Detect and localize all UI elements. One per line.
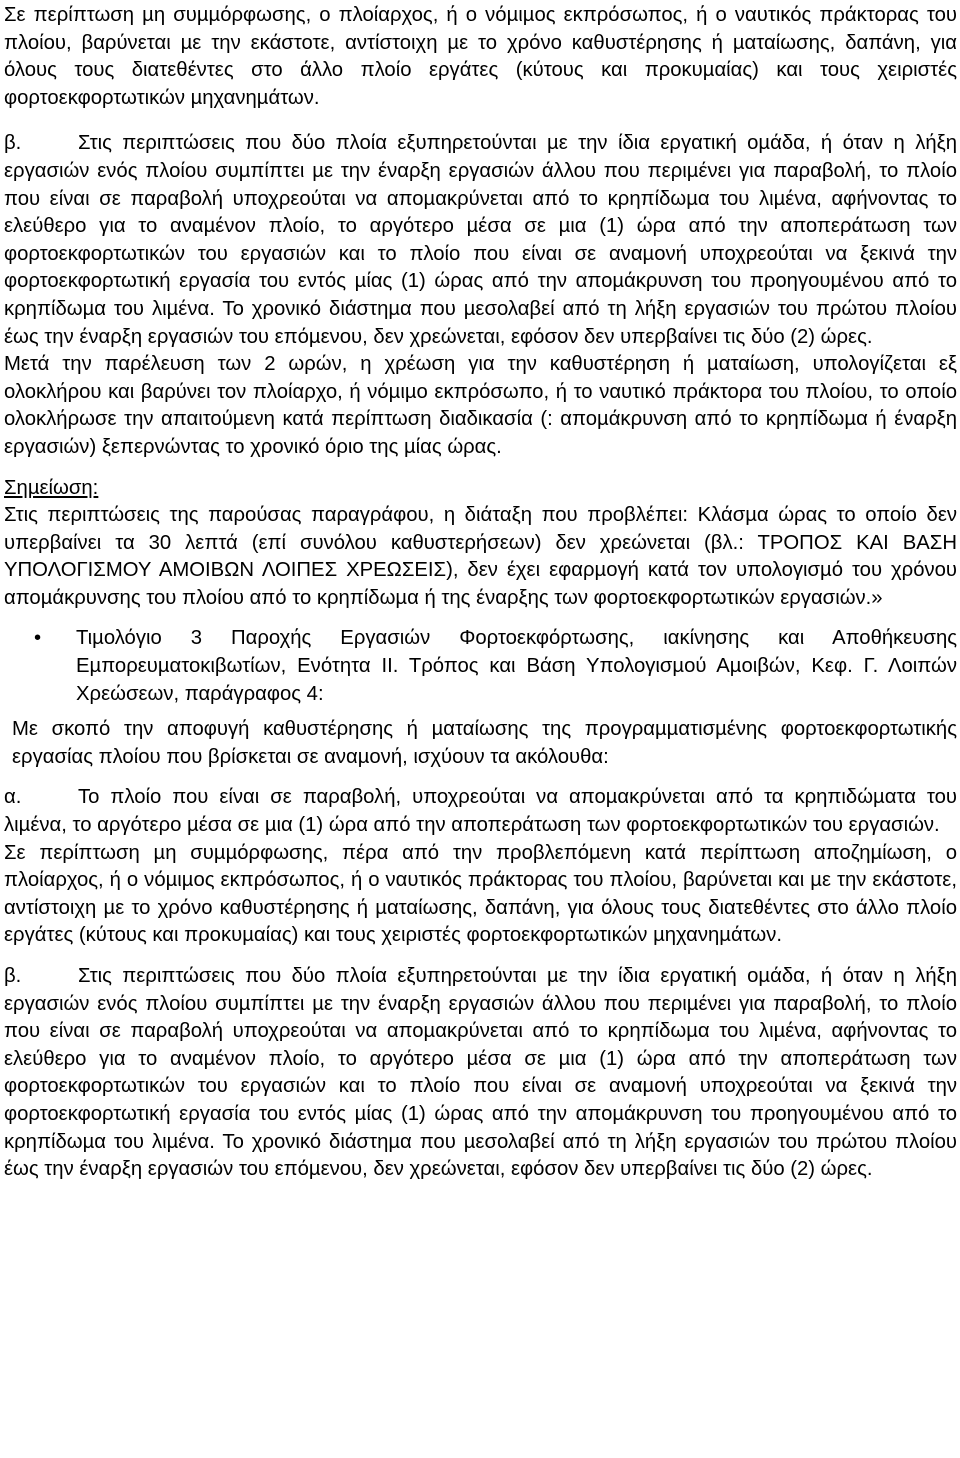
item-b2-text: Στις περιπτώσεις που δύο πλοία εξυπηρετούνται µε την ίδια εργατική οµάδα, ή όταν η λήξη εργασιών ενός πλοίου συµπίπτει µε την έναρξη εργασιών άλλου που περιµένει για παραβολή, το πλοίο που είναι σε παραβολή υποχρεούται να αποµακρύνεται από το κρηπίδωµα του λιµένα, αφήνοντας το ελεύθερο για το αναµένον πλοίο, το αργότερο µέσα σε µια (1) ώρα από την αποπεράτωση των φορτοεκφορτωτικών του εργασιών και το πλοίο που είναι σε αναµονή υποχρεούται να ξεκινά την φορτοεκφορτωτική εργασία του εντός µίας (1) ώρας από την αποµάκρυνση του προηγουµένου από το κρηπίδωµα του λιµένα. Το χρονικό διάστηµα που µεσολαβεί από τη λήξη εργασιών του πρώτου πλοίου έως την έναρξη εργασιών του επόµενου, δεν χρεώνεται, εφόσον δεν υπερβαίνει τις δύο (2) ώρες. [4,965,957,1181]
note-text: Στις περιπτώσεις της παρούσας παραγράφου, η διάταξη που προβλέπει: Κλάσµα ώρας το οποίο δεν υπερβαίνει τα 30 λεπτά (επί συνόλου καθυστερήσεων) δεν χρεώνεται (βλ.: ΤΡΟΠΟΣ ΚΑΙ ΒΑΣΗ ΥΠΟΛΟΓΙΣΜΟΥ ΑΜΟΙΒΩΝ ΛΟΙΠΕΣ ΧΡΕΩΣΕΙΣ), δεν έχει εφαρµογή κατά τον υπολογισµό του χρόνου αποµάκρυνσης του πλοίου από το κρηπίδωµα ή της έναρξης των φορτοεκφορτωτικών εργασιών.» [4,504,957,609]
spacer [4,112,957,130]
quote-intro-text: Με σκοπό την αποφυγή καθυστέρησης ή µαταίωσης της προγραµµατισµένης φορτοεκφορτωτικής εργασίας πλοίου που βρίσκεται σε αναµονή, ισχύουν τα ακόλουθα: [12,718,957,768]
spacer [4,708,957,716]
note-heading-text: Σηµείωση: [4,476,99,499]
paragraph-non-compliance: Σε περίπτωση µη συµµόρφωσης, ο πλοίαρχος, ή ο νόµιµος εκπρόσωπος, ή ο ναυτικός πράκτορας του πλοίου, βαρύνεται µε την εκάστοτε, αντίστοιχη µε το χρόνο καθυστέρησης ή µαταίωσης, δαπάνη, για όλους τους διατεθέντες στο άλλο πλοίο εργάτες (κύτους και προκυµαίας) και τους χειριστές φορτοεκφορτωτικών µηχανηµάτων. [4,4,957,109]
spacer [4,612,957,625]
item-a-label: α. [4,786,22,809]
item-a [4,784,957,839]
item-b-second [4,963,957,1184]
spacer [4,462,957,475]
spacer [4,950,957,963]
item-b-first [4,130,957,351]
note-heading [4,475,957,503]
spacer [4,771,957,784]
paragraph-non-compliance-2: Σε περίπτωση µη συµµόρφωσης, πέρα από την προβλεπόµενη κατά περίπτωση αποζηµίωση, ο πλοίαρχος, ή ο νόµιµος εκπρόσωπος, ή ο ναυτικός πράκτορας του πλοίου, βαρύνεται και µε την εκάστοτε, αντίστοιχη µε το χρόνο καθυστέρησης ή µαταίωσης, δαπάνη, για όλους τους διατεθέντες στο άλλο πλοίο εργάτες (κύτους και προκυµαίας) και τους χειριστές φορτοεκφορτωτικών µηχανηµάτων. [4,841,957,947]
paragraph-after-two-hours: Μετά την παρέλευση των 2 ωρών, η χρέωση για την καθυστέρηση ή µαταίωση, υπολογίζεται εξ ολοκλήρου και βαρύνει τον πλοίαρχο, ή νόµιµο εκπρόσωπο, ή το ναυτικό πράκτορα του πλοίου, το οποίο ολοκλήρωσε την απαιτούµενη κατά περίπτωση διαδικασία (: αποµάκρυνση από το κρηπίδωµα ή έναρξη εργασιών) ξεπερνώντας το χρονικό όριο της µίας ώρας. [4,353,957,458]
item-b2-label: β. [4,965,22,987]
bullet-item-text: Τιµολόγιο 3 Παροχής Εργασιών Φορτοεκφόρτωσης, ιακίνησης και Αποθήκευσης Εµπορευµατοκιβωτίων, Ενότητα ΙΙ. Τρόπος και Βάση Υπολογισµού Αµοιβών, Κεφ. Γ. Λοιπών Χρεώσεων, παράγραφος 4: [76,627,957,705]
bullet-icon: • [34,627,42,650]
bullet-item-tariff-3 [4,625,957,708]
item-a-text: Το πλοίο που είναι σε παραβολή, υποχρεούται να αποµακρύνεται από τα κρηπιδώµατα του λιµένα, το αργότερο µέσα σε µια (1) ώρα από την αποπεράτωση των φορτοεκφορτωτικών του εργασιών. [4,786,957,837]
item-b-label: β. [4,132,22,155]
quote-intro [4,716,957,771]
item-b-text: Στις περιπτώσεις που δύο πλοία εξυπηρετούνται µε την ίδια εργατική οµάδα, ή όταν η λήξη εργασιών ενός πλοίου συµπίπτει µε την έναρξη εργασιών άλλου που περιµένει για παραβολή, το πλοίο που είναι σε παραβολή υποχρεούται να αποµακρύνεται από το κρηπίδωµα του λιµένα, αφήνοντας το ελεύθερο για το αναµένον πλοίο, το αργότερο µέσα σε µια (1) ώρα από την αποπεράτωση των φορτοεκφορτωτικών του εργασιών και το πλοίο που είναι σε αναµονή υποχρεούται να ξεκινά την φορτοεκφορτωτική εργασία του εντός µίας (1) ώρας από την αποµάκρυνση του προηγουµένου από το κρηπίδωµα του λιµένα. Το χρονικό διάστηµα που µεσολαβεί από τη λήξη εργασιών του πρώτου πλοίου έως την έναρξη εργασιών του επόµενου, δεν χρεώνεται, εφόσον δεν υπερβαίνει τις δύο (2) ώρες. [4,132,957,348]
